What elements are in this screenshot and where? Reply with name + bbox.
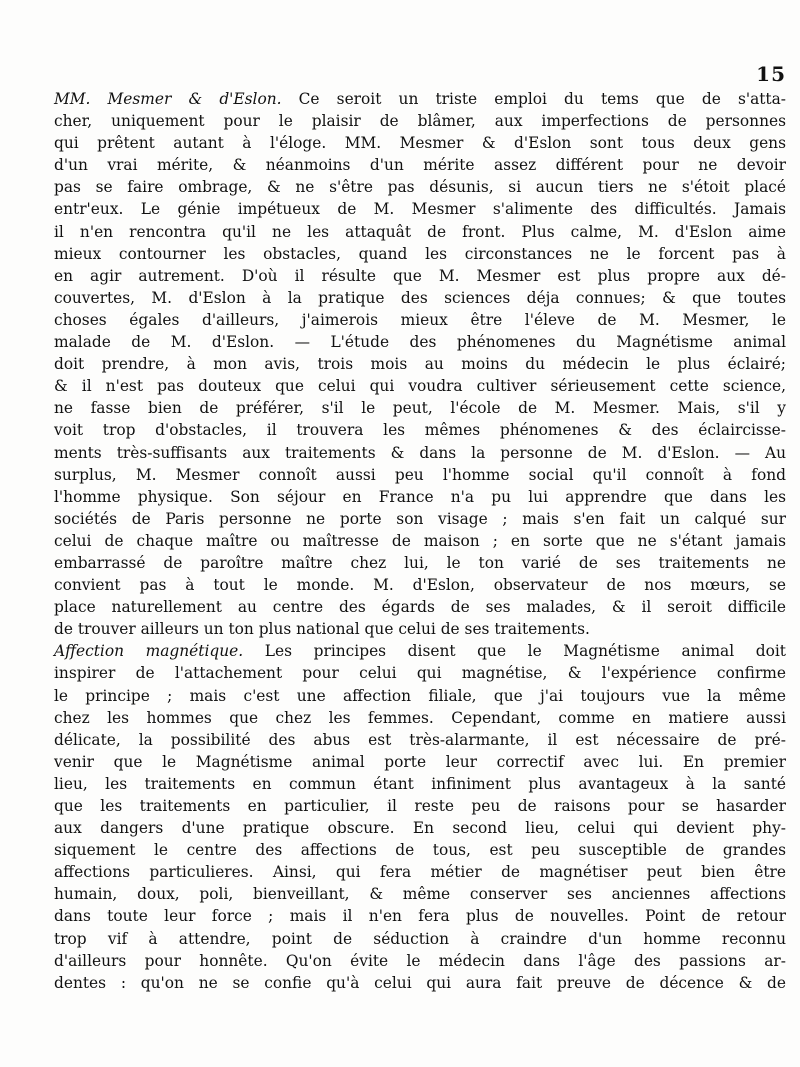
text-line: mieux contourner les obstacles, quand les circonstances ne le forcent pas à xyxy=(54,244,786,263)
text-line: malade de M. d'Eslon. — L'étude des phénomenes du Magnétisme animal xyxy=(54,333,786,352)
text-line: délicate, la possibilité des abus est très-alarmante, il est nécessaire de pré- xyxy=(54,730,786,749)
margin-heading: MM. Mesmer & d'Eslon. xyxy=(54,90,282,108)
text-line: ments très-suffisants aux traitements & dans la personne de M. d'Eslon. — Au xyxy=(54,443,786,462)
paragraph-mesmer-deslon xyxy=(54,88,786,640)
paragraph-affection-magnetique xyxy=(54,640,786,994)
text-line: Affection magnétique. Les principes disent que le Magnétisme animal doit xyxy=(54,642,786,661)
text-line: MM. Mesmer & d'Eslon. Ce seroit un triste emploi du tems que de s'atta- xyxy=(54,90,786,108)
text-line: surplus, M. Mesmer connoît aussi peu l'homme social qu'il connoît à fond xyxy=(54,465,786,484)
text-line: embarrassé de paroître maître chez lui, le ton varié de ses traitements ne xyxy=(54,553,786,572)
text-line: d'ailleurs pour honnête. Qu'on évite le médecin dans l'âge des passions ar- xyxy=(54,951,786,970)
text-line: celui de chaque maître ou maîtresse de maison ; en sorte que ne s'étant jamais xyxy=(54,531,786,550)
text-line: place naturellement au centre des égards de ses malades, & il seroit difficile xyxy=(54,598,786,617)
text-line: de trouver ailleurs un ton plus national que celui de ses traitements. xyxy=(54,620,590,639)
text-line: ne fasse bien de préférer, s'il le peut, l'école de M. Mesmer. Mais, s'il y xyxy=(54,399,786,418)
text-line: humain, doux, poli, bienveillant, & même conserver ses anciennes affections xyxy=(54,885,786,904)
margin-heading: Affection magnétique. xyxy=(54,642,244,661)
body-text xyxy=(54,88,786,994)
text-line: sociétés de Paris personne ne porte son visage ; mais s'en fait un calqué sur xyxy=(54,509,786,528)
text-line: affections particulieres. Ainsi, qui fera métier de magnétiser peut bien être xyxy=(54,863,786,882)
text-line: couvertes, M. d'Eslon à la pratique des sciences déja connues; & que toutes xyxy=(54,288,786,307)
text-line: en agir autrement. D'où il résulte que M. Mesmer est plus propre aux dé- xyxy=(54,266,786,285)
text-line: aux dangers d'une pratique obscure. En second lieu, celui qui devient phy- xyxy=(54,819,786,838)
text-line: l'homme physique. Son séjour en France n'a pu lui apprendre que dans les xyxy=(54,487,786,506)
text-line: inspirer de l'attachement pour celui qui magnétise, & l'expérience confirme xyxy=(54,664,786,683)
text-line: dans toute leur force ; mais il n'en fera plus de nouvelles. Point de retour xyxy=(54,907,786,926)
text-line: doit prendre, à mon avis, trois mois au moins du médecin le plus éclairé; xyxy=(54,355,786,374)
text-line: convient pas à tout le monde. M. d'Eslon, observateur de nos mœurs, se xyxy=(54,576,786,595)
text-line: & il n'est pas douteux que celui qui voudra cultiver sérieusement cette science, xyxy=(54,377,786,396)
text-line: qui prêtent autant à l'éloge. MM. Mesmer & d'Eslon sont tous deux gens xyxy=(54,134,786,153)
text-line: le principe ; mais c'est une affection filiale, que j'ai toujours vue la même xyxy=(54,686,786,705)
text-line: que les traitements en particulier, il reste peu de raisons pour se hasarder xyxy=(54,797,786,815)
text-line: lieu, les traitements en commun étant infiniment plus avantageux à la santé xyxy=(54,774,786,793)
text-line: il n'en rencontra qu'il ne les attaquât de front. Plus calme, M. d'Eslon aime xyxy=(54,222,786,241)
text-line: d'un vrai mérite, & néanmoins d'un mérite assez différent pour ne devoir xyxy=(54,156,786,175)
text-line: trop vif à attendre, point de séduction à craindre d'un homme reconnu xyxy=(54,929,786,948)
text-line: voit trop d'obstacles, il trouvera les mêmes phénomenes & des éclaircisse- xyxy=(54,421,786,440)
text-line: pas se faire ombrage, & ne s'être pas désunis, si aucun tiers ne s'étoit placé xyxy=(54,178,786,197)
text-line: venir que le Magnétisme animal porte leur correctif avec lui. En premier xyxy=(54,752,786,771)
text-line: chez les hommes que chez les femmes. Cependant, comme en matiere aussi xyxy=(54,708,786,727)
page-number: 15 xyxy=(756,62,786,86)
text-line: entr'eux. Le génie impétueux de M. Mesmer s'alimente des difficultés. Jamais xyxy=(54,200,786,219)
text-line: dentes : qu'on ne se confie qu'à celui qui aura fait preuve de décence & de xyxy=(54,973,786,992)
text-line: siquement le centre des affections de tous, est peu susceptible de grandes xyxy=(54,841,786,860)
text-line: choses égales d'ailleurs, j'aimerois mieux être l'éleve de M. Mesmer, le xyxy=(54,310,786,329)
text-line: cher, uniquement pour le plaisir de blâmer, aux imperfections de personnes xyxy=(54,112,786,131)
